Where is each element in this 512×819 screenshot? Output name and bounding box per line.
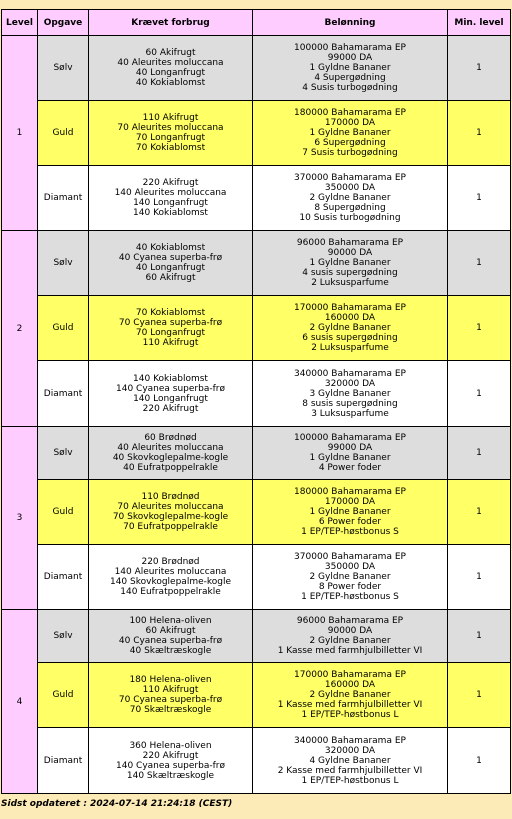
reward-item: 96000 Bahamarama EP — [296, 238, 404, 248]
reward-item: 4 Supergødning — [314, 73, 386, 83]
reward-cell — [253, 296, 448, 361]
task-cell: Sølv — [38, 36, 89, 101]
task-cell: Guld — [38, 480, 89, 545]
reward-item: 4 Power foder — [318, 463, 382, 473]
reward-item: 99000 DA — [327, 443, 373, 453]
min-level-cell: 1 — [448, 427, 511, 480]
reward-item: 1 EP/TEP-høstbonus S — [301, 592, 399, 602]
reward-item: 2 Luksusparfume — [311, 343, 389, 353]
task-cell: Diamant — [38, 166, 89, 231]
last-updated: Sidst opdateret : 2024-07-14 21:24:18 (CEST) — [1, 799, 233, 809]
table-body — [2, 36, 511, 794]
task-cell: Guld — [38, 296, 89, 361]
table-row — [2, 361, 511, 427]
reward-item: 170000 Bahamarama EP — [294, 670, 406, 680]
reward-item: 2 Gyldne Bananer — [309, 572, 391, 582]
reward-item: 2 Gyldne Bananer — [309, 323, 391, 333]
reward-item: 90000 DA — [327, 248, 373, 258]
reward-item: 4 Gyldne Bananer — [309, 755, 391, 766]
reward-item: 340000 Bahamarama EP — [294, 735, 406, 746]
reward-item: 99000 DA — [327, 53, 373, 63]
required-item: 110 Akifrugt — [142, 685, 199, 695]
required-item: 60 Akifrugt — [145, 626, 196, 636]
reward-cell — [253, 361, 448, 427]
table-row — [2, 728, 511, 794]
reward-item: 170000 Bahamarama EP — [294, 303, 406, 313]
header-min-level: Min. level — [448, 10, 511, 36]
reward-cell — [253, 36, 448, 101]
required-item: 220 Akifrugt — [142, 178, 199, 188]
min-level-cell: 1 — [448, 361, 511, 427]
required-cell — [89, 427, 253, 480]
required-item: 70 Kokiablomst — [135, 308, 206, 318]
reward-item: 1 EP/TEP-høstbonus S — [301, 527, 399, 537]
reward-item: 90000 DA — [327, 626, 373, 636]
task-cell: Sølv — [38, 231, 89, 296]
reward-item: 370000 Bahamarama EP — [294, 173, 406, 183]
required-item: 100 Helena-oliven — [129, 616, 212, 626]
required-cell — [89, 231, 253, 296]
reward-item: 3 Luksusparfume — [311, 408, 389, 419]
reward-cell — [253, 663, 448, 728]
reward-item: 370000 Bahamarama EP — [294, 552, 406, 562]
reward-item: 7 Susis turbogødning — [302, 148, 398, 158]
task-cell: Guld — [38, 663, 89, 728]
reward-item: 180000 Bahamarama EP — [294, 108, 406, 118]
header-required: Krævet forbrug — [89, 10, 253, 36]
required-cell — [89, 545, 253, 610]
min-level-cell: 1 — [448, 36, 511, 101]
reward-item: 340000 Bahamarama EP — [294, 368, 406, 379]
reward-item: 170000 DA — [324, 497, 376, 507]
reward-item: 160000 DA — [324, 313, 376, 323]
reward-item: 8 Supergødning — [314, 203, 386, 213]
required-item: 140 Eufratpoppelrakle — [120, 587, 221, 597]
required-cell — [89, 361, 253, 427]
reward-cell — [253, 166, 448, 231]
required-item: 140 Aleurites moluccana — [114, 567, 227, 577]
table-row — [2, 610, 511, 663]
reward-item: 1 Gyldne Bananer — [309, 507, 391, 517]
required-item: 40 Aleurites moluccana — [117, 443, 224, 453]
table-row — [2, 427, 511, 480]
table-row — [2, 480, 511, 545]
required-item: 140 Kokiablomst — [133, 208, 208, 218]
reward-item: 1 EP/TEP-høstbonus L — [301, 710, 399, 720]
required-cell — [89, 610, 253, 663]
reward-item: 100000 Bahamarama EP — [294, 43, 406, 53]
reward-item: 1 Kasse med farmhjulbilletter VI — [277, 646, 423, 656]
reward-cell — [253, 427, 448, 480]
table-row — [2, 231, 511, 296]
reward-item: 1 Kasse med farmhjulbilletter VI — [277, 700, 423, 710]
required-item: 70 Skovkoglepalme-kogle — [112, 512, 229, 522]
table-row — [2, 296, 511, 361]
reward-item: 2 Kasse med farmhjulbilletter VI — [277, 765, 423, 776]
reward-item: 4 susis supergødning — [302, 268, 398, 278]
required-item: 40 Longanfrugt — [135, 68, 206, 78]
required-item: 180 Helena-oliven — [129, 675, 212, 685]
table-row — [2, 663, 511, 728]
reward-item: 2 Gyldne Bananer — [309, 636, 391, 646]
required-cell — [89, 728, 253, 794]
reward-cell — [253, 480, 448, 545]
required-item: 40 Longanfrugt — [135, 263, 206, 273]
level-cell: 3 — [2, 427, 38, 610]
min-level-cell: 1 — [448, 231, 511, 296]
reward-item: 1 Gyldne Bananer — [309, 128, 391, 138]
reward-item: 320000 DA — [324, 378, 376, 389]
min-level-cell: 1 — [448, 480, 511, 545]
reward-item: 170000 DA — [324, 118, 376, 128]
reward-item: 10 Susis turbogødning — [299, 213, 401, 223]
required-item: 220 Brødnød — [141, 557, 200, 567]
reward-item: 2 Gyldne Bananer — [309, 690, 391, 700]
required-item: 140 Kokiablomst — [133, 373, 208, 384]
reward-cell — [253, 545, 448, 610]
reward-item: 6 Supergødning — [314, 138, 386, 148]
reward-item: 100000 Bahamarama EP — [294, 433, 406, 443]
required-item: 70 Cyanea superba-frø — [118, 318, 223, 328]
table-row — [2, 545, 511, 610]
reward-item: 1 Gyldne Bananer — [309, 453, 391, 463]
required-cell — [89, 296, 253, 361]
required-item: 110 Akifrugt — [142, 113, 199, 123]
required-item: 40 Skæltræskogle — [129, 646, 212, 656]
reward-item: 8 Power foder — [318, 582, 382, 592]
reward-item: 2 Gyldne Bananer — [309, 193, 391, 203]
required-item: 140 Skovkoglepalme-kogle — [109, 577, 232, 587]
required-item: 70 Longanfrugt — [135, 133, 206, 143]
reward-item: 8 susis supergødning — [302, 398, 398, 409]
required-item: 60 Akifrugt — [145, 48, 196, 58]
required-item: 40 Eufratpoppelrakle — [123, 463, 218, 473]
required-item: 40 Cyanea superba-frø — [118, 636, 223, 646]
min-level-cell: 1 — [448, 545, 511, 610]
required-item: 40 Cyanea superba-frø — [118, 253, 223, 263]
required-item: 70 Cyanea superba-frø — [118, 695, 223, 705]
header-task: Opgave — [38, 10, 89, 36]
level-cell: 2 — [2, 231, 38, 427]
table-row — [2, 166, 511, 231]
task-cell: Sølv — [38, 427, 89, 480]
required-cell — [89, 101, 253, 166]
task-cell: Guld — [38, 101, 89, 166]
reward-item: 180000 Bahamarama EP — [294, 487, 406, 497]
reward-item: 3 Gyldne Bananer — [309, 388, 391, 399]
required-cell — [89, 663, 253, 728]
reward-item: 350000 DA — [324, 183, 376, 193]
required-item: 70 Skæltræskogle — [129, 705, 212, 715]
required-item: 140 Aleurites moluccana — [114, 188, 227, 198]
required-item: 40 Skovkoglepalme-kogle — [112, 453, 229, 463]
table-row — [2, 36, 511, 101]
required-item: 60 Akifrugt — [145, 273, 196, 283]
required-item: 110 Akifrugt — [142, 338, 199, 348]
required-item: 140 Cyanea superba-frø — [116, 383, 225, 394]
header-row — [2, 10, 511, 36]
required-item: 40 Kokiablomst — [135, 243, 206, 253]
reward-item: 6 susis supergødning — [302, 333, 398, 343]
reward-item: 1 Gyldne Bananer — [309, 258, 391, 268]
required-cell — [89, 166, 253, 231]
level-cell: 4 — [2, 610, 38, 794]
reward-cell — [253, 728, 448, 794]
min-level-cell: 1 — [448, 166, 511, 231]
reward-item: 6 Power foder — [318, 517, 382, 527]
reward-item: 320000 DA — [324, 745, 376, 756]
task-cell: Diamant — [38, 361, 89, 427]
reward-item: 160000 DA — [324, 680, 376, 690]
required-item: 360 Helena-oliven — [129, 740, 212, 751]
reward-item: 1 Gyldne Bananer — [309, 63, 391, 73]
required-item: 40 Aleurites moluccana — [117, 58, 224, 68]
header-reward: Belønning — [253, 10, 448, 36]
reward-cell — [253, 610, 448, 663]
required-cell — [89, 36, 253, 101]
min-level-cell: 1 — [448, 101, 511, 166]
min-level-cell: 1 — [448, 663, 511, 728]
table-row — [2, 101, 511, 166]
reward-item: 2 Luksusparfume — [311, 278, 389, 288]
rewards-table — [1, 9, 511, 794]
task-cell: Diamant — [38, 728, 89, 794]
task-cell: Diamant — [38, 545, 89, 610]
reward-cell — [253, 231, 448, 296]
reward-item: 4 Susis turbogødning — [302, 83, 398, 93]
reward-item: 350000 DA — [324, 562, 376, 572]
required-item: 40 Kokiablomst — [135, 78, 206, 88]
reward-item: 96000 Bahamarama EP — [296, 616, 404, 626]
required-cell — [89, 480, 253, 545]
required-item: 70 Aleurites moluccana — [117, 502, 224, 512]
level-cell: 1 — [2, 36, 38, 231]
required-item: 140 Cyanea superba-frø — [116, 760, 225, 771]
min-level-cell: 1 — [448, 728, 511, 794]
required-item: 140 Longanfrugt — [133, 393, 208, 404]
required-item: 70 Longanfrugt — [135, 328, 206, 338]
header-level: Level — [2, 10, 38, 36]
required-item: 70 Kokiablomst — [135, 143, 206, 153]
min-level-cell: 1 — [448, 296, 511, 361]
required-item: 70 Aleurites moluccana — [117, 123, 224, 133]
required-item: 140 Skæltræskogle — [126, 770, 215, 781]
required-item: 70 Eufratpoppelrakle — [123, 522, 218, 532]
reward-cell — [253, 101, 448, 166]
required-item: 220 Akifrugt — [142, 750, 199, 761]
reward-item: 1 EP/TEP-høstbonus L — [301, 775, 399, 786]
required-item: 140 Longanfrugt — [133, 198, 208, 208]
min-level-cell: 1 — [448, 610, 511, 663]
required-item: 60 Brødnød — [144, 433, 197, 443]
required-item: 220 Akifrugt — [142, 403, 199, 414]
task-cell: Sølv — [38, 610, 89, 663]
required-item: 110 Brødnød — [141, 492, 200, 502]
